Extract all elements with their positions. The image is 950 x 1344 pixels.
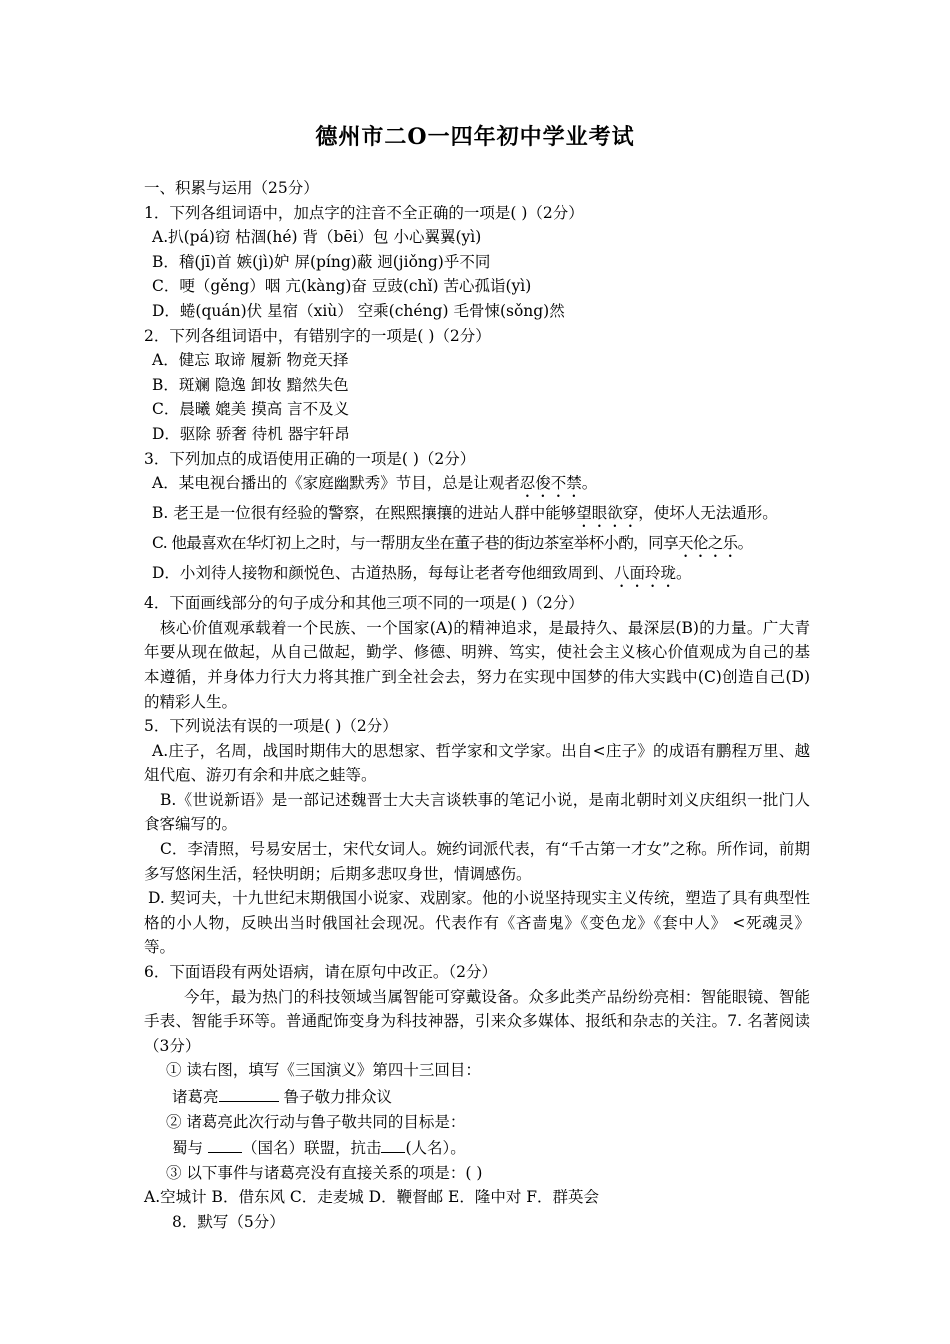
- q7-item-1: ① 读右图，填写《三国演义》第四十三回目：: [166, 1061, 481, 1080]
- q3-c-text: C. 他最喜欢在华灯初上之时，与一帮朋友坐在董子巷的街边茶室举杯小酌，同享: [152, 534, 678, 553]
- q4-passage: 核心价值观承载着一个民族、一个国家(A)的精神追求，是最持久、最深层(B)的力量。广大青年要从现在做起，从自己做起，勤学、修德、明辨、笃实，使社会主义核心价值观成为自己的基本遵循，并身体力行大力将其推广到全社会去，努力在实现中国梦的伟大实践中(C)创造自己(D)的精彩人生。: [144, 618, 810, 711]
- q2-stem: 2．下列各组词语中，有错别字的一项是( )（2分）: [144, 326, 491, 345]
- q7-item-1-fill: [144, 1083, 810, 1110]
- q5-option-c: C．李清照，号易安居士，宋代女词人。婉约词派代表，有“千古第一才女”之称。所作词，前期多写悠闲生活，轻快明朗；后期多悲叹身世，情调感伤。: [144, 840, 810, 883]
- q3-stem: 3．下列加点的成语使用正确的一项是( )（2分）: [144, 449, 476, 468]
- q3-c-idiom: 天伦之乐: [677, 534, 738, 553]
- q7-item-2-fill: [144, 1134, 810, 1161]
- section-heading: 一、积累与运用（25分）: [144, 179, 319, 197]
- q4-stem: 4．下面画线部分的句子成分和其他三项不同的一项是( )（2分）: [144, 594, 584, 613]
- q2-option-d: D．驱除 骄奢 待机 器宇轩昂: [152, 424, 350, 443]
- q7-item-2: ② 诸葛亮此次行动与鲁子敬共同的目标是：: [166, 1112, 466, 1131]
- q3-d-idiom: 八面玲珑: [613, 564, 676, 583]
- q3-option-c: [144, 531, 810, 561]
- q3-c-end: 。: [737, 534, 753, 553]
- q1-option-c: C．哽（gěng）咽 亢(kàng)奋 豆豉(chǐ) 苦心孤诣(yì): [152, 277, 532, 296]
- q5-option-a: A.庄子，名周，战国时期伟大的思想家、哲学家和文学家。出自<庄子》的成语有鹏程万里、越俎代庖、游刃有余和井底之蛙等。: [144, 741, 810, 785]
- q5-option-d: D. 契诃夫，十九世纪末期俄国小说家、戏剧家。他的小说坚持现实主义传统，塑造了具有典型性格的小人物，反映出当时俄国社会现况。代表作有《吝啬鬼》《变色龙》《套中人》 <死魂灵》等。: [144, 889, 810, 957]
- q8-stem: 8．默写（5分）: [172, 1212, 285, 1231]
- answer-blank-person[interactable]: [381, 1134, 405, 1153]
- q3-d-end: 。: [675, 564, 692, 583]
- q7-fill-suffix: 鲁子敬力排众议: [278, 1088, 392, 1106]
- exam-content: [144, 176, 810, 1235]
- q6-stem: 6．下面语段有两处语病，请在原句中改正。（2分）: [144, 963, 497, 982]
- q7-fill-text-b: （国名）联盟，抗击: [241, 1139, 382, 1158]
- q7-fill-prefix: 诸葛亮: [172, 1088, 219, 1106]
- q3-option-b: [144, 501, 810, 531]
- q3-b-idiom: 望眼欲穿: [576, 504, 639, 523]
- q3-option-a: [144, 471, 810, 501]
- q3-d-text: D．小刘待人接物和颜悦色、古道热肠，每每让老者夸他细致周到、: [152, 564, 614, 583]
- q7-item-3: ③ 以下事件与诸葛亮没有直接关系的项是：( ): [166, 1163, 483, 1182]
- q3-a-end: 。: [581, 474, 598, 493]
- q5-option-b: B.《世说新语》是一部记述魏晋士大夫言谈轶事的笔记小说，是南北朝时刘义庆组织一批门人食客编写的。: [144, 790, 810, 834]
- q3-a-idiom: 忍俊不禁: [519, 474, 582, 493]
- q7-options: A.空城计 B．借东风 C．走麦城 D．鞭督邮 E．隆中对 F．群英会: [144, 1188, 600, 1207]
- q1-option-d: D．蜷(quán)伏 星宿（xiù） 空乘(chéng) 毛骨悚(sǒng)然: [152, 301, 565, 320]
- q3-b-text: B. 老王是一位很有经验的警察，在熙熙攘攘的进站人群中能够: [152, 504, 577, 523]
- q3-option-d: [144, 561, 810, 591]
- q3-b-end: ，使坏人无法遁形。: [638, 504, 778, 523]
- q1-option-a: A.扒(pá)窃 枯涸(hé) 背（bēi）包 小心翼翼(yì): [152, 228, 482, 247]
- q1-option-b: B．稽(jī)首 嫉(jì)妒 屏(píng)蔽 迥(jiǒng)乎不同: [152, 252, 491, 271]
- q5-stem: 5．下列说法有误的一项是( )（2分）: [144, 717, 398, 736]
- q2-option-c: C．晨曦 媲美 摸高 言不及义: [152, 400, 350, 419]
- answer-blank-country[interactable]: [208, 1134, 242, 1153]
- q2-option-b: B．斑斓 隐逸 卸妆 黯然失色: [152, 375, 349, 394]
- q1-stem: 1．下列各组词语中，加点字的注音不全正确的一项是( )（2分）: [144, 203, 584, 222]
- answer-blank[interactable]: [219, 1083, 279, 1102]
- q2-option-a: A．健忘 取谛 履新 物竞天择: [152, 351, 349, 370]
- q7-fill-text-a: 蜀与: [172, 1139, 208, 1158]
- q7-fill-text-c: (人名）。: [405, 1139, 466, 1158]
- page-title: 德州市二O一四年初中学业考试: [315, 124, 635, 150]
- q3-a-text: A．某电视台播出的《家庭幽默秀》节目，总是让观者: [152, 474, 520, 493]
- q6-passage: 今年，最为热门的科技领域当属智能可穿戴设备。众多此类产品纷纷亮相：智能眼镜、智能手表、智能手环等。普通配饰变身为科技神器，引来众多媒体、报纸和杂志的关注。7. 名著阅读（3分）: [144, 987, 810, 1055]
